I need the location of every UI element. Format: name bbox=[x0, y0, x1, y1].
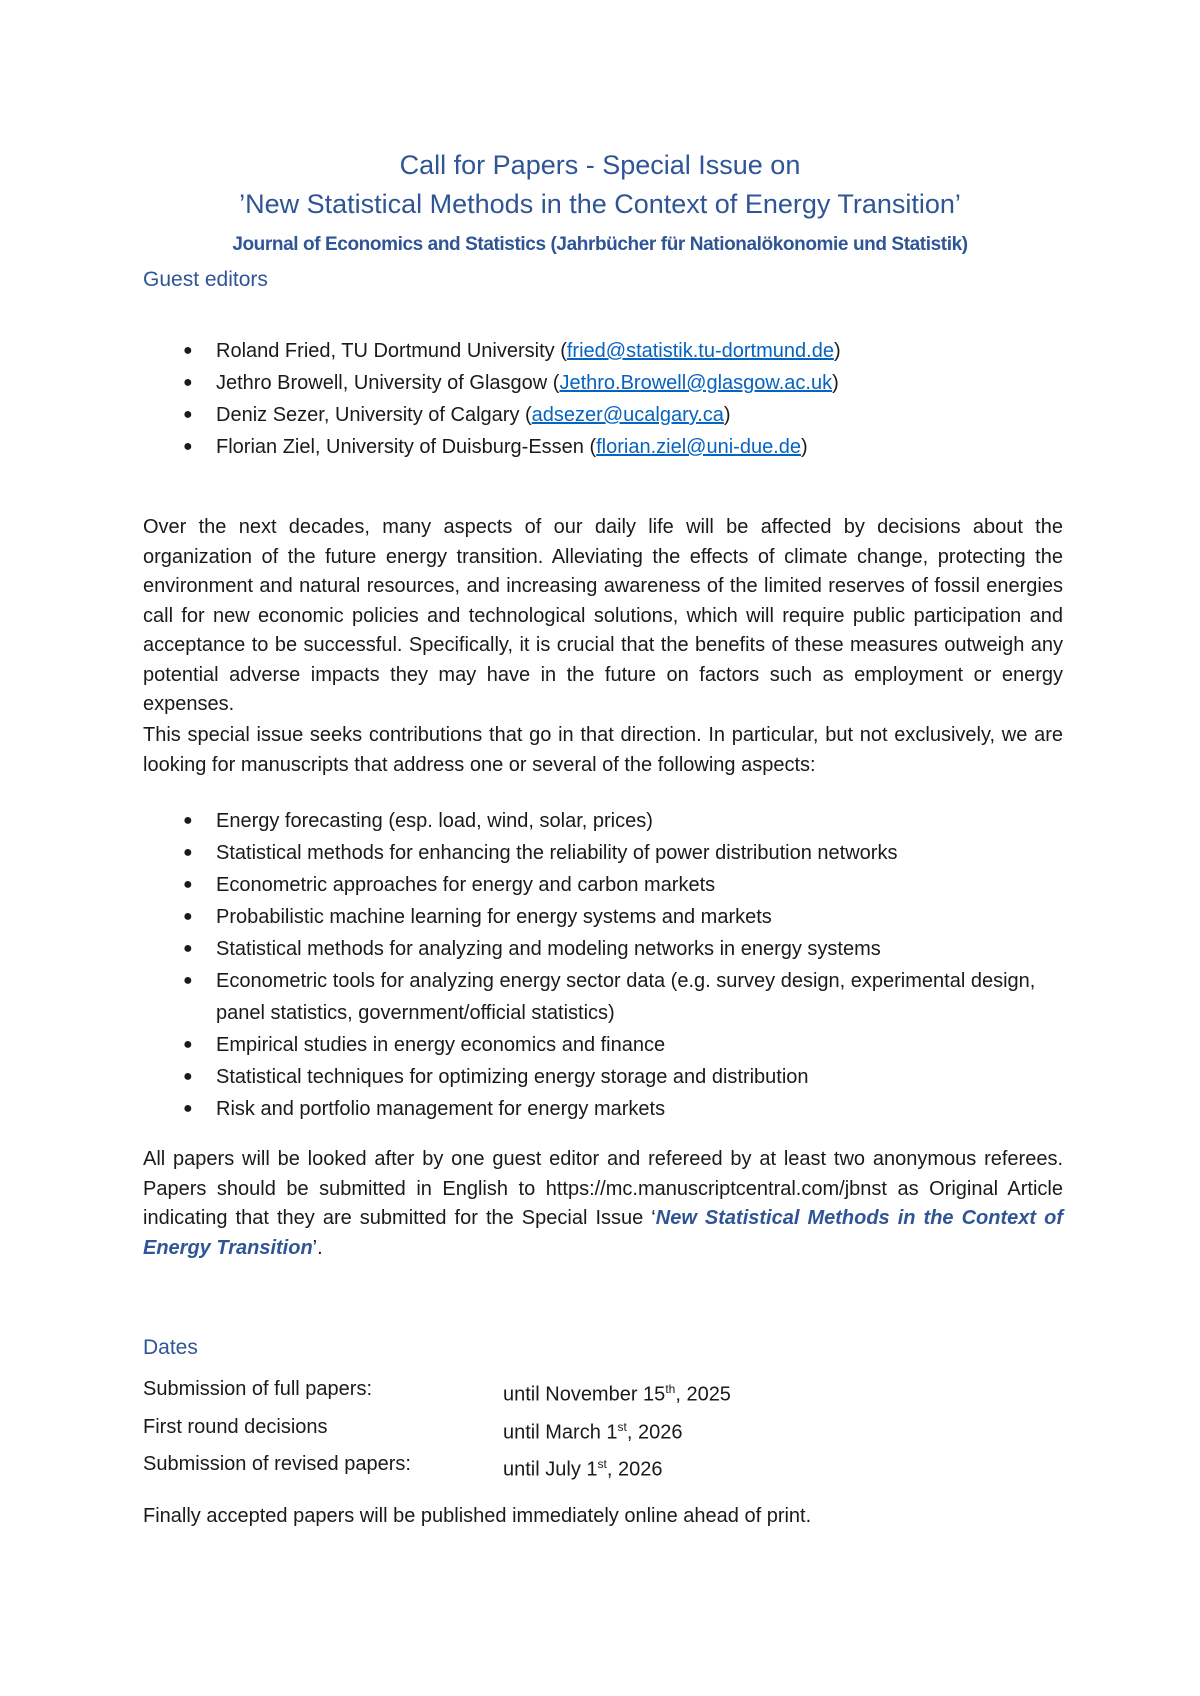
bullet-icon: ● bbox=[183, 972, 193, 989]
date-value: until July 1st, 2026 bbox=[503, 1457, 663, 1481]
aspects-list bbox=[0, 805, 1200, 1125]
bullet-icon: ● bbox=[183, 1100, 193, 1117]
document-title: Call for Papers - Special Issue on bbox=[399, 150, 801, 180]
journal-name: Journal of Economics and Statistics (Jahrbücher für Nationalökonomie und Statistik) bbox=[232, 234, 968, 255]
bullet-icon: ● bbox=[183, 374, 193, 391]
bullet-icon: ● bbox=[183, 438, 193, 455]
bullet-icon: ● bbox=[183, 940, 193, 957]
date-label: Submission of revised papers: bbox=[143, 1453, 411, 1476]
bullet-icon: ● bbox=[183, 876, 193, 893]
email-link[interactable]: fried@statistik.tu-dortmund.de bbox=[566, 340, 834, 362]
dates-table bbox=[143, 1373, 731, 1486]
list-item: ● Empirical studies in energy economics and finance bbox=[0, 1029, 1066, 1061]
list-item: ● Probabilistic machine learning for energy systems and markets bbox=[0, 901, 1066, 933]
bullet-icon: ● bbox=[183, 342, 193, 359]
date-row bbox=[143, 1411, 731, 1449]
bullet-icon: ● bbox=[183, 1036, 193, 1053]
bullet-icon: ● bbox=[183, 844, 193, 861]
list-item: ● Econometric approaches for energy and carbon markets bbox=[0, 869, 1066, 901]
list-item: ● Statistical methods for enhancing the reliability of power distribution networks bbox=[0, 837, 1066, 869]
date-label: Submission of full papers: bbox=[143, 1378, 373, 1400]
list-item: ● Statistical methods for analyzing and modeling networks in energy systems bbox=[0, 933, 1066, 965]
list-item: ● Statistical techniques for optimizing energy storage and distribution bbox=[0, 1061, 1066, 1093]
date-value: until November 15th, 2025 bbox=[503, 1382, 731, 1406]
bullet-icon: ● bbox=[183, 908, 193, 925]
document-subtitle: ’New Statistical Methods in the Context of Energy Transition’ bbox=[239, 189, 961, 219]
scope-paragraph: This special issue seeks contributions that go in that direction. In particular, but not exclusively, we are looking for manuscripts that address one or several of the following aspects: bbox=[143, 724, 1063, 776]
dates-heading: Dates bbox=[143, 1336, 198, 1359]
guest-editors-heading: Guest editors bbox=[143, 268, 268, 291]
list-item: ● Deniz Sezer, University of Calgary (adsezer@ucalgary.ca) bbox=[0, 399, 1066, 431]
date-label: First round decisions bbox=[143, 1415, 328, 1438]
email-link[interactable]: Jethro.Browell@glasgow.ac.uk bbox=[559, 372, 833, 394]
list-item: ● Risk and portfolio management for energy markets bbox=[0, 1093, 1066, 1125]
list-item: ● Jethro Browell, University of Glasgow (Jethro.Browell@glasgow.ac.uk) bbox=[0, 367, 1066, 399]
submission-paragraph: All papers will be looked after by one guest editor and refereed by at least two anonymous referees. Papers should be submitted in English to https://mc.manuscriptcentral.com/jbnst as Original Article indicating that they are submitted for the Special Issue ‘New Statistical Methods in the Context of Energy Transition’. bbox=[143, 1148, 1063, 1259]
final-note: Finally accepted papers will be published immediately online ahead of print. bbox=[143, 1505, 812, 1527]
guest-editors-list bbox=[0, 335, 1200, 463]
bullet-icon: ● bbox=[183, 406, 193, 423]
list-item: ● Energy forecasting (esp. load, wind, solar, prices) bbox=[0, 805, 1066, 837]
bullet-icon: ● bbox=[183, 812, 193, 829]
email-link[interactable]: adsezer@ucalgary.ca bbox=[531, 404, 724, 426]
list-item: ● Roland Fried, TU Dortmund University (fried@statistik.tu-dortmund.de) bbox=[0, 335, 1066, 367]
bullet-icon: ● bbox=[183, 1068, 193, 1085]
intro-paragraph: Over the next decades, many aspects of our daily life will be affected by decisions about the organization of the future energy transition. Alleviating the effects of climate change, protecting the environment and natural resources, and increasing awareness of the limited reserves of fossil energies call for new economic policies and technological solutions, which will require public participation and acceptance to be successful. Specifically, it is crucial that the benefits of these measures outweigh any potential adverse impacts they may have in the future on factors such as employment or energy expenses. bbox=[143, 516, 1063, 715]
list-item: ● Econometric tools for analyzing energy sector data (e.g. survey design, experimental design, panel statistics, government/official statistics) bbox=[0, 965, 1066, 1029]
list-item: ● Florian Ziel, University of Duisburg-Essen (florian.ziel@uni-due.de) bbox=[0, 431, 1066, 463]
date-row bbox=[143, 1373, 731, 1411]
special-issue-title: New Statistical Methods in the Context of Energy Transition bbox=[143, 1207, 1063, 1259]
date-row bbox=[143, 1448, 731, 1486]
email-link[interactable]: florian.ziel@uni-due.de bbox=[596, 436, 801, 458]
date-value: until March 1st, 2026 bbox=[503, 1419, 683, 1444]
